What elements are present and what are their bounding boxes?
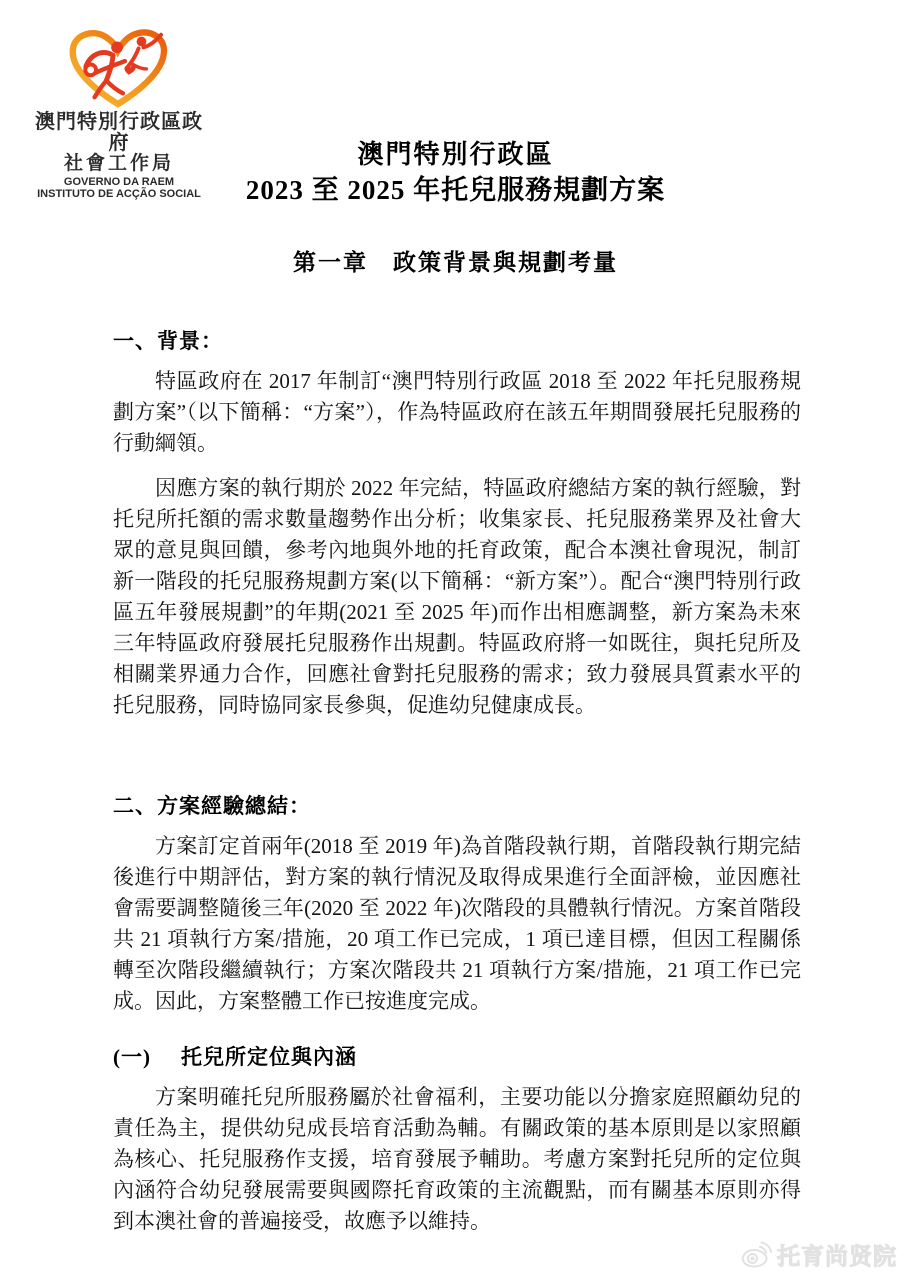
subsection-title: 托兒所定位與內涵	[181, 1045, 357, 1069]
watermark	[740, 1238, 897, 1271]
weibo-icon	[740, 1241, 772, 1269]
positioning-paragraph-1: 方案明確托兒所服務屬於社會福利，主要功能以分擔家庭照顧幼兒的責任為主，提供幼兒成長培育活動為輔。有關政策的基本原則是以家照顧為核心、托兒服務作支援，培育發展予輔助。考慮方案對托兒所的定位與內涵符合幼兒發展需要與國際托育政策的主流觀點，而有關基本原則亦得到本澳社會的普遍接受，故應予以維持。	[113, 1085, 801, 1233]
summary-paragraph-1: 方案訂定首兩年(2018 至 2019 年)為首階段執行期，首階段執行期完結後進行中期評估，對方案的執行情況及取得成果進行全面評檢，並因應社會需要調整隨後三年(2020 至 2022 年)次階段的具體執行情況。方案首階段共 21 項執行方案/措施，20 項工作已完成，1 項已達目標，但因工程關係轉至次階段繼續執行；方案次階段共 21 項執行方案/措施，21 項工作已完成。因此，方案整體工作已按進度完成。	[113, 834, 801, 1013]
background-paragraph-1: 特區政府在 2017 年制訂“澳門特別行政區 2018 至 2022 年托兒服務規劃方案”（以下簡稱：“方案”），作為特區政府在該五年期間發展托兒服務的行動綱領。	[113, 369, 801, 455]
section-heading-summary: 二、方案經驗總結：	[113, 794, 311, 818]
document-title-line1: 澳門特別行政區	[357, 140, 554, 169]
org-name-zh-line1: 澳門特別行政區政府	[35, 111, 203, 154]
section-heading-background: 一、背景：	[113, 329, 223, 353]
chapter-title: 第一章 政策背景與規劃考量	[293, 250, 618, 275]
org-name-pt-line2: INSTITUTO DE ACÇÃO SOCIAL	[37, 188, 201, 200]
document-body	[113, 326, 801, 1237]
watermark-text: 托育尚贤院	[777, 1243, 897, 1269]
org-name-pt-line1: GOVERNO DA RAEM	[63, 176, 175, 188]
subsection-number: (一)	[113, 1045, 151, 1069]
background-paragraph-2: 因應方案的執行期於 2022 年完結，特區政府總結方案的執行經驗，對托兒所托額的需求數量趨勢作出分析；收集家長、托兒服務業界及社會大眾的意見與回饋，參考內地與外地的托育政策，配合本澳社會現況，制訂新一階段的托兒服務規劃方案(以下簡稱：“新方案”）。配合“澳門特別行政區五年發展規劃”的年期(2021 至 2025 年)而作出相應調整，新方案為未來三年特區政府發展托兒服務作出規劃。特區政府將一如既往，與托兒所及相關業界通力合作，回應社會對托兒服務的需求；致力發展具質素水平的托兒服務，同時協同家長參與，促進幼兒健康成長。	[113, 476, 801, 717]
org-name-zh-line2: 社會工作局	[63, 153, 174, 174]
subsection-heading-positioning	[113, 1042, 801, 1073]
heart-figures-logo-icon	[59, 22, 179, 108]
document-title-line2: 2023 至 2025 年托兒服務規劃方案	[245, 175, 666, 205]
